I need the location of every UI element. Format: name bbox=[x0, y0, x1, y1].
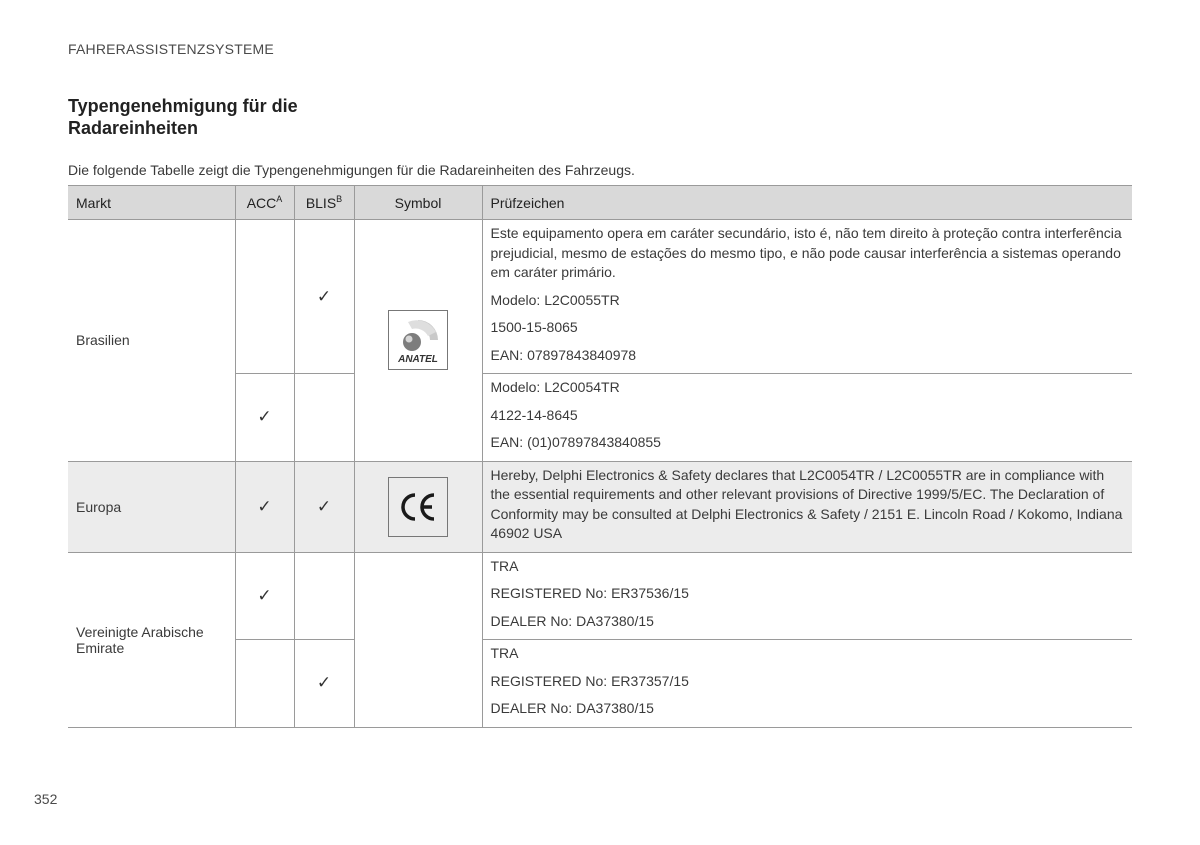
acc-cell-uae-1 bbox=[235, 552, 294, 640]
market-cell-brazil: Brasilien bbox=[68, 220, 235, 462]
page-number: 352 bbox=[34, 791, 58, 807]
brazil-model-2: Modelo: L2C0054TR bbox=[490, 379, 620, 395]
check-icon: ✓ bbox=[316, 496, 332, 516]
symbol-cell-uae bbox=[354, 552, 482, 727]
symbol-cell-brazil bbox=[354, 220, 482, 462]
check-icon: ✓ bbox=[316, 673, 332, 693]
brazil-ean-1: EAN: 07897843840978 bbox=[490, 346, 637, 363]
section-header: FAHRERASSISTENZSYSTEME bbox=[68, 41, 274, 57]
anatel-logo-text: ANATEL bbox=[398, 354, 438, 366]
mark-cell-uae-2 bbox=[482, 640, 1132, 728]
europe-declaration-text: Hereby, Delphi Electronics & Safety declares that L2C0054TR / L2C0055TR are in compliance with the essential requirements and other relevant provisions of Directive 1999/5/EC. The Declaration of Conformity may be consulted at Delphi Electronics & Safety / 2151 E. Lincoln Road / Kokomo, Indiana 46902 USA bbox=[490, 466, 1123, 541]
header-acc bbox=[235, 186, 294, 220]
header-blis-label: BLIS bbox=[305, 195, 337, 211]
mark-cell-brazil-2 bbox=[482, 374, 1132, 462]
table-row-uae-1 bbox=[68, 552, 1132, 640]
acc-cell-brazil-2 bbox=[235, 374, 294, 462]
table-header-row bbox=[68, 186, 1132, 220]
uae-dealer-2: DEALER No: DA37380/15 bbox=[490, 700, 654, 716]
table-row-brazil-1 bbox=[68, 220, 1132, 374]
uae-tra-2: TRA bbox=[490, 645, 519, 661]
market-cell-uae: Vereinigte Arabische Emirate bbox=[68, 552, 235, 727]
header-blis bbox=[294, 186, 354, 220]
blis-cell-uae-2 bbox=[294, 640, 354, 728]
blis-cell-brazil-2 bbox=[294, 374, 354, 462]
uae-tra-1: TRA bbox=[490, 557, 519, 574]
page-title-line-2: Radareinheiten bbox=[68, 118, 199, 138]
uae-dealer-1: DEALER No: DA37380/15 bbox=[490, 612, 654, 629]
market-cell-europe: Europa bbox=[68, 461, 235, 552]
blis-cell-uae-1 bbox=[294, 552, 354, 640]
anatel-logo-icon bbox=[388, 310, 448, 370]
check-icon: ✓ bbox=[257, 585, 272, 605]
acc-cell-europe bbox=[235, 461, 294, 552]
ce-mark-icon bbox=[388, 477, 448, 537]
check-icon: ✓ bbox=[257, 496, 272, 516]
brazil-ean-2: EAN: (01)07897843840855 bbox=[490, 434, 661, 450]
acc-cell-brazil-1 bbox=[235, 220, 294, 374]
acc-cell-uae-2 bbox=[235, 640, 294, 728]
mark-cell-uae-1 bbox=[482, 552, 1132, 640]
brazil-number-1: 1500-15-8065 bbox=[490, 319, 578, 335]
table-row-europe bbox=[68, 461, 1132, 552]
uae-registered-2: REGISTERED No: ER37357/15 bbox=[490, 672, 689, 689]
uae-registered-1: REGISTERED No: ER37536/15 bbox=[490, 585, 689, 601]
symbol-cell-europe bbox=[354, 461, 482, 552]
header-market: Markt bbox=[68, 186, 235, 220]
page-title bbox=[68, 95, 298, 139]
mark-cell-europe bbox=[482, 461, 1132, 552]
brazil-notice-text: Este equipamento opera em caráter secundário, isto é, não tem direito à proteção contra interferência prejudicial, mesmo de estações do mesmo tipo, e não pode causar interferência a sistemas operando em caráter primário. bbox=[490, 225, 1122, 280]
type-approval-table bbox=[68, 185, 1132, 728]
page-title-line-1: Typengenehmigung für die bbox=[68, 96, 298, 116]
blis-cell-brazil-1 bbox=[294, 220, 354, 374]
header-test-mark: Prüfzeichen bbox=[482, 186, 1132, 220]
brazil-number-2: 4122-14-8645 bbox=[490, 406, 578, 423]
mark-cell-brazil-1 bbox=[482, 220, 1132, 374]
check-icon: ✓ bbox=[257, 407, 272, 427]
brazil-model-1: Modelo: L2C0055TR bbox=[490, 291, 620, 308]
header-acc-footnote: A bbox=[276, 194, 283, 204]
header-symbol: Symbol bbox=[354, 186, 482, 220]
check-icon: ✓ bbox=[316, 286, 332, 306]
blis-cell-europe bbox=[294, 461, 354, 552]
header-blis-footnote: B bbox=[336, 194, 343, 204]
intro-text: Die folgende Tabelle zeigt die Typengenehmigungen für die Radareinheiten des Fahrzeugs. bbox=[68, 162, 635, 178]
header-acc-label: ACC bbox=[246, 195, 277, 211]
